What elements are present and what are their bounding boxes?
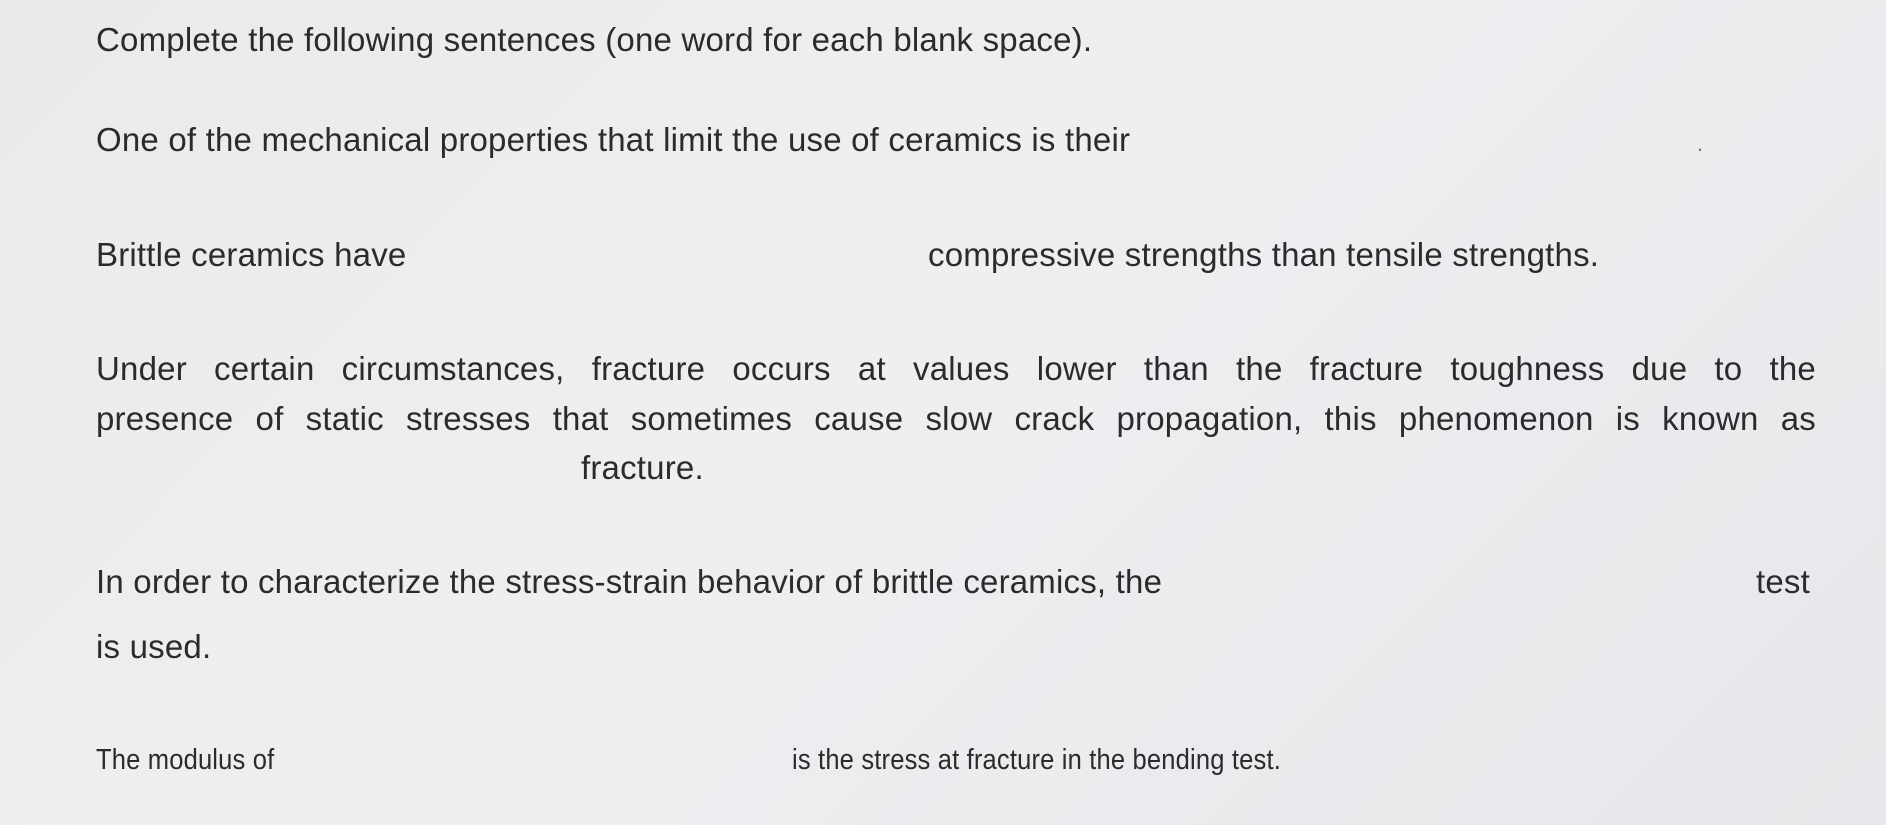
q4-text-tail: is used. [96,628,212,665]
instructions: Complete the following sentences (one word for each blank space). [96,21,1093,58]
q4-text-after: test [1756,563,1810,600]
q5-text-after: is the stress at fracture in the bending test. [792,744,1281,776]
q2-answer-field[interactable] [440,233,920,277]
q3-line-2: presence of static stresses that sometimes cause slow crack propagation, this phenomenon is known as [96,400,1816,437]
q2-text-after: compressive strengths than tensile strengths. [928,236,1600,273]
q2-text-before: Brittle ceramics have [96,236,407,273]
q5-answer-field[interactable] [310,736,780,780]
q3-line-1: Under certain circumstances, fracture occurs at values lower than the fracture toughness due to the [96,350,1816,387]
q1-answer-field[interactable] [1230,118,1690,162]
q4-answer-field[interactable] [1280,560,1740,604]
q4-text-before: In order to characterize the stress-strain behavior of brittle ceramics, the [96,563,1163,600]
q3-answer-field[interactable] [96,446,576,490]
q5-text-before: The modulus of [96,744,275,776]
q3-text-after: fracture. [581,449,704,486]
q1-text-before: One of the mechanical properties that limit the use of ceramics is their [96,121,1131,158]
q1-period: . [1697,131,1704,156]
